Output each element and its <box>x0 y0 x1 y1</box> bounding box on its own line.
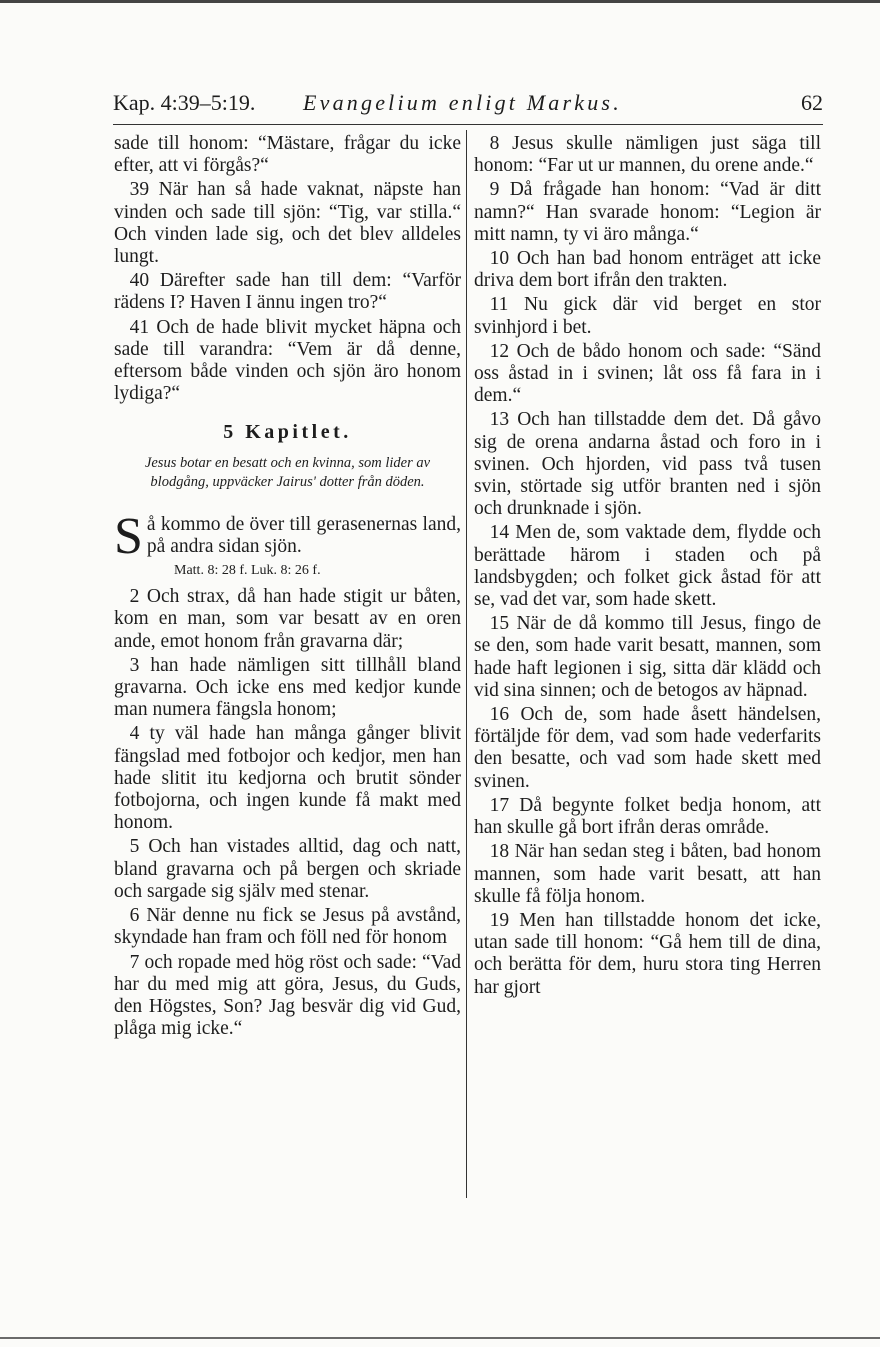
verse-paragraph: 39 När han så hade vaknat, näpste han vinden och sade till sjön: “Tig, var stilla.“ Och vinden lade sig, och det blev alldeles lungt. <box>114 179 461 268</box>
left-column <box>114 133 461 1042</box>
verse-paragraph: 9 Då frågade han honom: “Vad är ditt namn?“ Han svarade honom: “Legion är mitt namn, ty vi äro många.“ <box>474 179 821 245</box>
verse-paragraph: 7 och ropade med hög röst och sade: “Vad har du med mig att göra, Jesus, du Guds, den Högstes, Son? Jag besvär dig vid Gud, plåga mig icke.“ <box>114 951 461 1040</box>
verse-paragraph: 10 Och han bad honom enträget att icke driva dem bort ifrån den trakten. <box>474 248 821 292</box>
running-header <box>113 88 823 122</box>
verse-paragraph: 40 Därefter sade han till dem: “Varför rädens I? Haven I ännu ingen tro?“ <box>114 270 461 314</box>
chapter-reference: Kap. 4:39–5:19. <box>113 90 256 115</box>
verse-paragraph: 13 Och han tillstadde dem det. Då gåvo sig de orena andarna åstad och foro in i svinen. Och hjorden, vid pass två tusen svin, störtade sig utför branten ned i sjön och drunknade i sjön. <box>474 409 821 520</box>
book-title: Evangelium enligt Markus. <box>303 90 622 115</box>
verse-text: å kommo de över till gerasenernas land, på andra sidan sjön. <box>146 513 461 557</box>
drop-cap: S <box>114 507 143 565</box>
right-column <box>474 133 821 1001</box>
verse-paragraph: 41 Och de hade blivit mycket häpna och sade till varandra: “Vem är då denne, eftersom både vinden och sjön äro honom lydiga?“ <box>114 316 461 405</box>
chapter-heading: 5 Kapitlet. <box>223 421 352 444</box>
verse-paragraph: 6 När denne nu fick se Jesus på avstånd, skyndade han fram och föll ned för honom <box>114 905 461 949</box>
verse-paragraph: 17 Då begynte folket bedja honom, att han skulle gå bort ifrån deras område. <box>474 794 821 839</box>
verse-paragraph: 3 han hade nämligen sitt tillhåll bland gravarna. Och icke ens med kedjor kunde man numera fängsla honom; <box>114 654 461 721</box>
bottom-border <box>0 1337 880 1339</box>
verse-paragraph: 19 Men han tillstadde honom det icke, utan sade till honom: “Gå hem till de dina, och berätta för dem, huru stora ting Herren har gjort <box>474 909 821 998</box>
verse-paragraph: 14 Men de, som vaktade dem, flydde och berättade härom i staden och på landsbygden; och folket gick åstad för att se, vad det var, som hade skett. <box>474 522 821 611</box>
verse-paragraph: 11 Nu gick där vid berget en stor svinhjord i bet. <box>474 294 821 338</box>
verse-paragraph: 16 Och de, som hade åsett händelsen, förtäljde för dem, vad som hade vederfarits den besatte, och vad som hade skett med svinen. <box>474 704 821 792</box>
verse-paragraph: 12 Och de bådo honom och sade: “Sänd oss åstad in i svinen; låt oss få fara in i dem.“ <box>474 340 821 407</box>
verse-paragraph: 8 Jesus skulle nämligen just säga till honom: “Far ut ur mannen, du orene ande.“ <box>474 133 821 177</box>
header-rule <box>113 124 823 125</box>
cross-reference: Matt. 8: 28 f. Luk. 8: 26 f. <box>174 563 321 579</box>
verse-paragraph: 4 ty väl hade han många gånger blivit fängslad med fotbojor och kedjor, men han hade slitit itu kedjorna och brutit sönder fotbojorna, och ingen kunde få makt med honom. <box>114 723 461 834</box>
top-border <box>0 0 880 3</box>
verse-paragraph <box>114 507 461 565</box>
verse-paragraph: 2 Och strax, då han hade stigit ur båten, kom en man, som var besatt av en oren ande, emot honom från gravarna där; <box>114 586 461 652</box>
verse-paragraph: 5 Och han vistades alltid, dag och natt, bland gravarna och på bergen och skriade och sargade sig själv med stenar. <box>114 836 461 902</box>
verse-paragraph: 18 När han sedan steg i båten, bad honom mannen, som hade varit besatt, att han skulle få följa honom. <box>474 841 821 907</box>
chapter-summary: Jesus botar en besatt och en kvinna, som lider av blodgång, uppväcker Jairus' dotter från döden. <box>144 454 431 490</box>
verse-paragraph: sade till honom: “Mästare, frågar du icke efter, att vi förgås?“ <box>114 133 461 177</box>
verse-paragraph: 15 När de då kommo till Jesus, fingo de se den, som hade varit besatt, mannen, som hade haft legionen i sig, sitta där klädd och vid sina sinnen; och de betogos av häpnad. <box>474 613 821 701</box>
column-divider <box>466 130 467 1198</box>
page-number: 62 <box>801 90 823 115</box>
